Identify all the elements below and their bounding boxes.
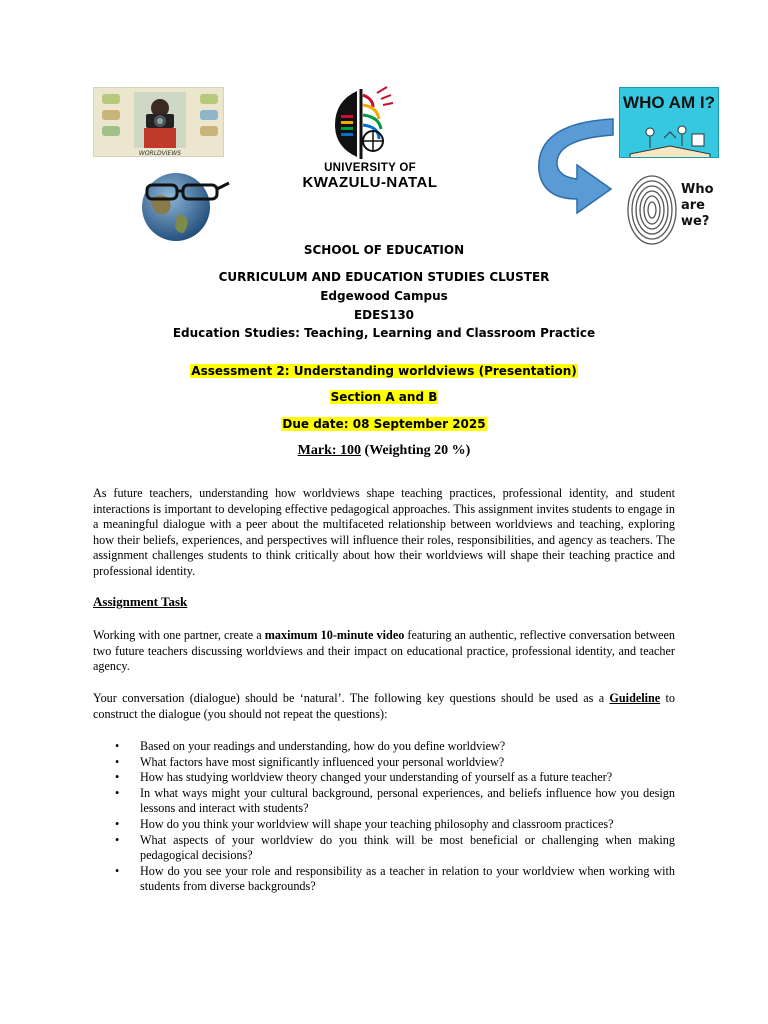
list-item: • How do you think your worldview will shape your teaching philosophy and classroom practices? xyxy=(115,816,614,831)
task-paragraph-2: Your conversation (dialogue) should be ‘natural’. The following key questions should be used as a Guideline to construct the dialogue (you should not repeat the questions): xyxy=(93,691,676,721)
bullet-icon: • xyxy=(115,816,120,831)
bullet-icon: • xyxy=(115,770,120,785)
campus-name: Edgewood Campus xyxy=(320,289,448,303)
curved-arrow-icon xyxy=(525,113,625,218)
list-item: • Based on your readings and understanding, how do you define worldview? xyxy=(115,739,506,753)
mark-label: Mark: 100 xyxy=(297,443,362,458)
university-name-line1: UNIVERSITY OF xyxy=(324,162,416,174)
bullet-icon: • xyxy=(115,832,120,847)
university-name-line2: KWAZULU-NATAL xyxy=(302,174,438,191)
list-item: • How do you see your role and responsibility as a teacher in relation to your worldview when working with students from diverse backgrounds? xyxy=(115,863,675,894)
cluster-title: CURRICULUM AND EDUCATION STUDIES CLUSTER xyxy=(218,270,550,284)
task-paragraph-1: Working with one partner, create a maximum 10-minute video featuring an authentic, reflective conversation between two future teachers discussing worldviews and their impact on educational practice, professional identity, and teacher agency. xyxy=(93,628,675,674)
guideline-questions-list xyxy=(93,739,675,895)
bullet-icon: • xyxy=(115,739,120,753)
module-name: Education Studies: Teaching, Learning and Classroom Practice xyxy=(172,326,596,340)
bullet-icon: • xyxy=(115,863,120,878)
who-are-we-text: Who are we? xyxy=(681,182,714,229)
who-am-i-text: WHO AM I? xyxy=(623,93,715,112)
bullet-icon: • xyxy=(115,754,120,769)
list-item: • What factors have most significantly influenced your personal worldview? xyxy=(115,754,505,769)
weighting-label: (Weighting 20 %) xyxy=(361,443,471,458)
list-item: • In what ways might your cultural background, personal experiences, and beliefs influence how you design lessons and interact with students? xyxy=(115,785,675,816)
due-date: Due date: 08 September 2025 xyxy=(282,417,486,431)
globe-with-glasses-image xyxy=(131,163,231,243)
school-title: SCHOOL OF EDUCATION xyxy=(303,243,465,257)
assessment-title: Assessment 2: Understanding worldviews (Presentation) xyxy=(191,364,577,378)
who-am-i-image xyxy=(619,87,719,158)
worldviews-label: WORLDVIEWS xyxy=(138,150,182,157)
mark-weighting xyxy=(0,443,768,459)
module-code: EDES130 xyxy=(353,308,415,322)
worldviews-photographer-image xyxy=(93,87,224,157)
list-item: • How has studying worldview theory changed your understanding of yourself as a future teacher? xyxy=(115,770,613,785)
sections-label: Section A and B xyxy=(330,390,438,404)
intro-paragraph: As future teachers, understanding how worldviews shape teaching practices, professional identity, and student interactions is important to developing effective pedagogical approaches. This assignment invites students to engage in a meaningful dialogue with a peer about the multifaceted relationship between worldviews and teaching, exploring how their beliefs, experiences, and perspectives will influence their roles, responsibilities, and agency as teachers. The assignment challenges students to think critically about how their worldviews will shape their teaching practice and professional identity. xyxy=(93,486,675,578)
fingerprint-who-are-we-image xyxy=(625,172,720,247)
assignment-task-heading: Assignment Task xyxy=(93,594,188,609)
list-item: • What aspects of your worldview do you think will be most beneficial or challenging when making pedagogical decisions? xyxy=(115,832,675,863)
bullet-icon: • xyxy=(115,785,120,800)
